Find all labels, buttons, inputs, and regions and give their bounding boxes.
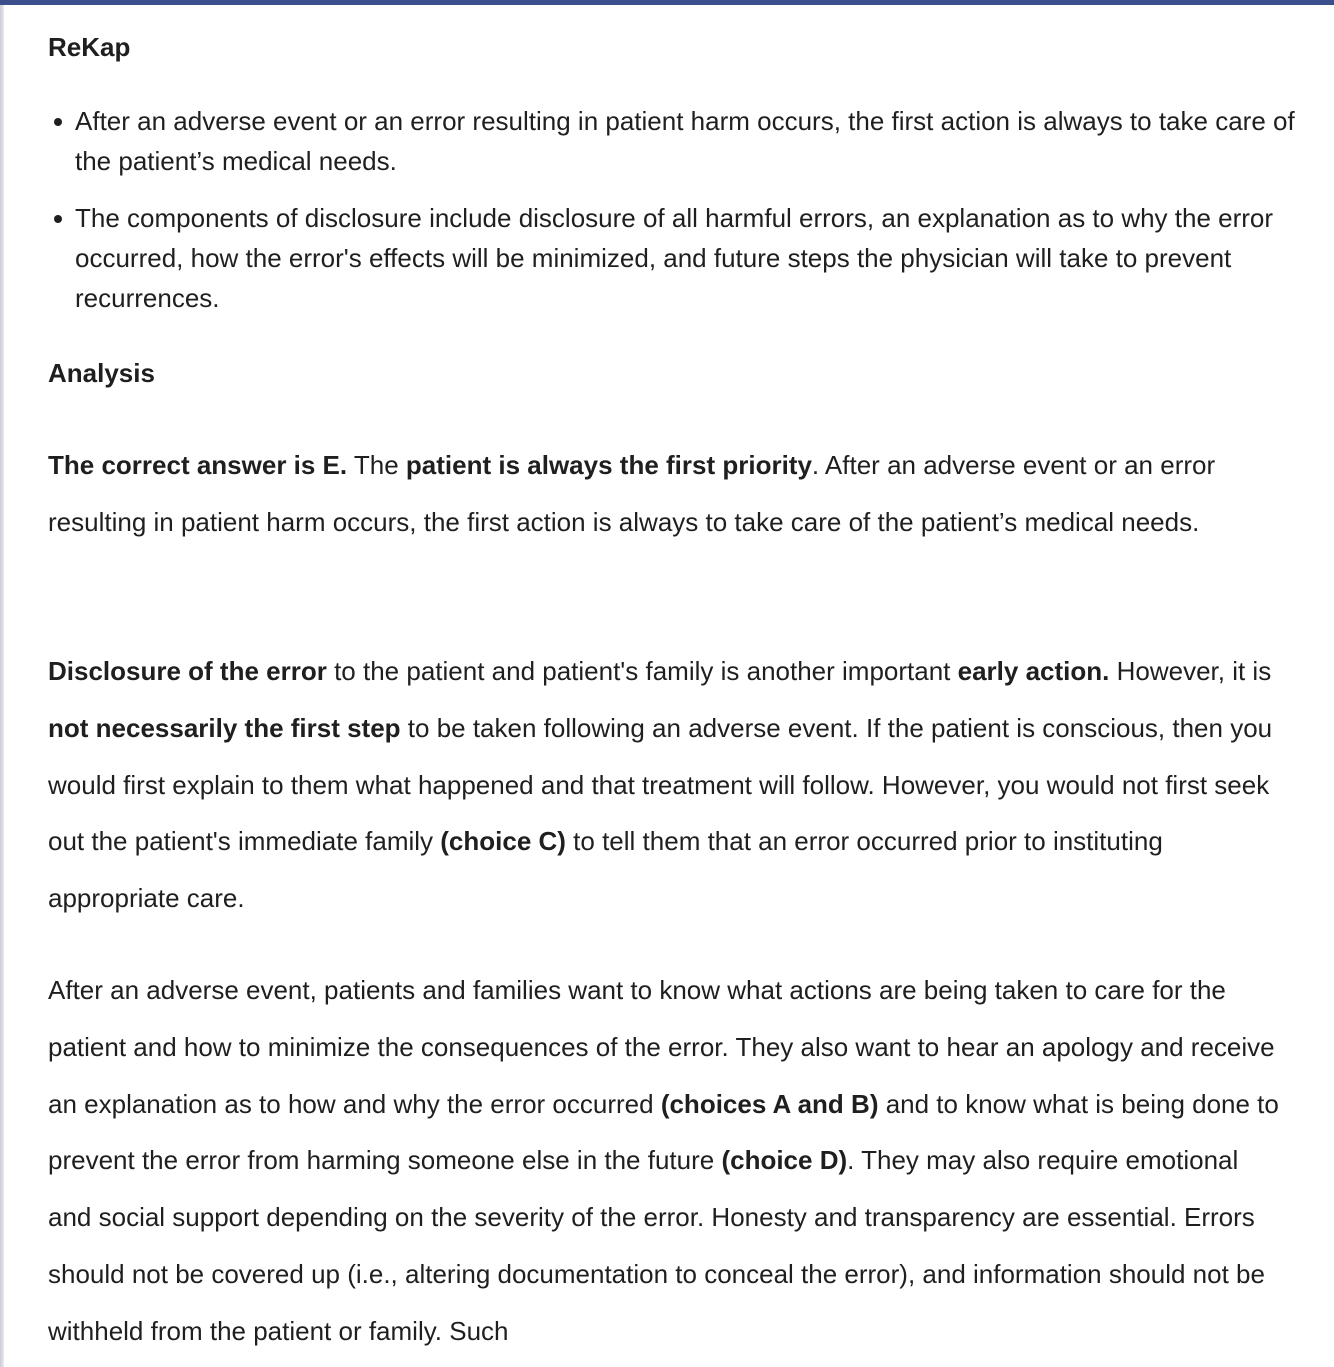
text-span: The <box>347 450 406 480</box>
correct-answer-label: The correct answer is E. <box>48 450 348 480</box>
analysis-paragraph-disclosure <box>48 643 1284 927</box>
top-accent-bar <box>0 0 1334 5</box>
text-span: . They may also require emotional and social support depending on the severity of the error. Honesty and transparency are essential. Errors should not be covered up (i.e., altering documentation to conceal the error), and information should not be withheld from the patient or family. Such <box>48 1145 1265 1346</box>
rekap-list <box>48 101 1333 335</box>
analysis-paragraph-families <box>48 962 1288 1360</box>
rekap-item: The components of disclosure include disclosure of all harmful errors, an explanation as to why the error occurred, how the error's effects will be minimized, and future steps the physician will take to prevent recurrences. <box>75 198 1333 318</box>
text-span: However, it is <box>1109 656 1272 686</box>
text-span: . After an adverse event or an error resulting in patient harm occurs, the first action is always to take care of the patient’s medical needs. <box>48 450 1216 537</box>
analysis-paragraph-correct-answer <box>48 437 1288 551</box>
rekap-item: After an adverse event or an error resulting in patient harm occurs, the first action is always to take care of the patient’s medical needs. <box>75 101 1333 181</box>
choice-reference: (choices A and B) <box>660 1088 879 1119</box>
emphasis-text: early action. <box>957 656 1110 686</box>
choice-reference: (choice D) <box>721 1145 848 1176</box>
left-border <box>0 5 4 1367</box>
text-span: and to know what is being done to prevent the error from harming someone else in the future <box>48 1088 1279 1176</box>
emphasis-text: not necessarily the first step <box>48 712 401 743</box>
emphasis-text: Disclosure of the error <box>48 656 327 686</box>
rekap-heading: ReKap <box>48 32 131 62</box>
text-span: to the patient and patient's family is another important <box>326 656 958 686</box>
text-span: to be taken following an adverse event. If the patient is conscious, then you would first explain to them what happened and that treatment will follow. However, you would not first seek out the patient's immediate family <box>48 712 1273 857</box>
analysis-heading: Analysis <box>48 358 155 388</box>
choice-reference: (choice C) <box>440 826 566 857</box>
text-span: After an adverse event, patients and families want to know what actions are being taken to care for the patient and how to minimize the consequences of the error. They also want to hear an apology and receive an explanation as to how and why the error occurred <box>48 975 1275 1119</box>
text-span: to tell them that an error occurred prior to instituting appropriate care. <box>48 826 1163 914</box>
emphasis-text: patient is always the first priority <box>405 450 812 480</box>
